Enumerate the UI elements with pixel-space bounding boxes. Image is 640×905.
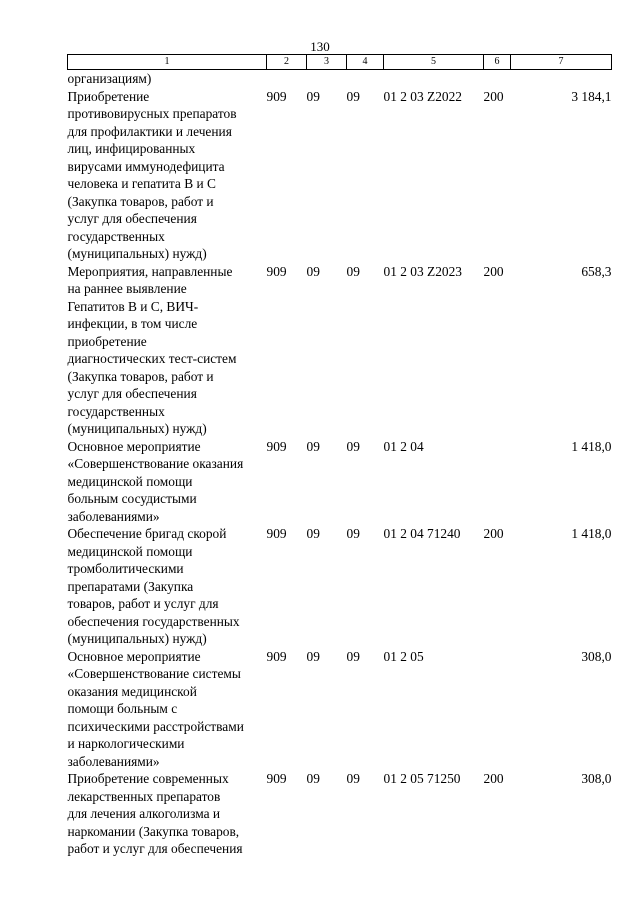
expense-item-name-line: Гепатитов В и С, ВИЧ- <box>67 298 199 314</box>
expense-type-cell <box>484 648 511 771</box>
expense-item-name-line: товаров, работ и услуг для <box>67 596 219 611</box>
expense-item-name-line: для профилактики и лечения <box>67 123 232 139</box>
expense-item-name-line: «Совершенствование оказания <box>67 456 244 471</box>
expense-item-name-line: вирусами иммунодефицита <box>67 158 225 174</box>
amount-cell: 658,3 <box>581 263 612 279</box>
expense-item-name-line: приобретение <box>67 333 147 349</box>
ministry-code-cell: 909 <box>266 771 287 786</box>
section-code-cell: 09 <box>306 526 320 541</box>
expense-item-name-line: противовирусных препаратов <box>67 106 237 121</box>
expense-type-cell: 200 <box>483 263 504 279</box>
expense-item-name-line: больным сосудистыми <box>67 491 197 506</box>
target-article-cell: 01 2 05 <box>383 648 424 664</box>
expense-item-name-line: медицинской помощи <box>67 473 193 489</box>
expense-item-name-line: медицинской помощи <box>67 543 193 559</box>
expense-item-name-line: лекарственных препаратов <box>67 788 221 804</box>
expense-type-cell: 200 <box>483 88 504 104</box>
header-cell-1: 1 <box>68 55 267 70</box>
continuation-text: организациям) <box>67 71 152 86</box>
table-row <box>68 438 612 526</box>
expense-item-name-line: и наркологическими <box>67 736 185 751</box>
expense-type-cell <box>484 438 511 526</box>
expense-item-name <box>68 88 267 263</box>
expense-item-name-line: на раннее выявление <box>67 281 187 296</box>
table-row <box>68 88 612 263</box>
expense-type-cell: 200 <box>483 526 504 541</box>
expense-item-name-line: психическими расстройствами <box>67 718 244 734</box>
ministry-code-cell: 909 <box>266 263 287 279</box>
expense-item-name <box>68 648 267 771</box>
target-article-cell: 01 2 03 Z2022 <box>383 88 462 104</box>
expense-item-name-line: помощи больным с <box>67 701 178 716</box>
expense-item-name-line: Приобретение <box>67 88 150 104</box>
subsection-code-cell: 09 <box>346 438 360 454</box>
expense-item-name-line: услуг для обеспечения <box>67 211 197 226</box>
expense-item-name-line: «Совершенствование системы <box>67 666 241 681</box>
section-code-cell: 09 <box>306 88 320 104</box>
expense-item-name-line: лиц, инфицированных <box>67 141 196 156</box>
expense-type-cell: 200 <box>483 771 504 786</box>
amount-cell: 1 418,0 <box>571 526 612 541</box>
table-row <box>68 525 612 648</box>
expense-item-name <box>68 438 267 526</box>
section-code-cell: 09 <box>306 438 320 454</box>
expense-item-name-line: (муниципальных) нужд) <box>67 421 207 436</box>
expense-item-name-line: (Закупка товаров, работ и <box>67 193 214 209</box>
header-cell-3: 3 <box>307 55 347 70</box>
expense-item-name <box>68 525 267 648</box>
expense-item-name-line: диагностических тест-систем <box>67 351 237 366</box>
ministry-code-cell: 909 <box>266 88 287 104</box>
expense-item-name-line: оказания медицинской <box>67 683 197 699</box>
expense-item-name-line: заболеваниями» <box>67 753 160 769</box>
amount-cell: 1 418,0 <box>571 438 612 454</box>
expense-item-name-line: инфекции, в том числе <box>67 316 198 331</box>
subsection-code-cell: 09 <box>346 648 360 664</box>
subsection-code-cell: 09 <box>346 526 360 541</box>
amount-cell: 308,0 <box>581 648 612 664</box>
expense-item-name-line: (Закупка товаров, работ и <box>67 368 214 384</box>
expense-item-name-line: (муниципальных) нужд) <box>67 246 207 261</box>
expense-item-name-line: Основное мероприятие <box>67 438 201 454</box>
expense-item-name-line: человека и гепатита B и C <box>67 176 216 191</box>
subsection-code-cell: 09 <box>346 88 360 104</box>
header-cell-4: 4 <box>347 55 384 70</box>
expense-item-name-line: услуг для обеспечения <box>67 386 197 401</box>
expense-item-name <box>68 263 267 438</box>
ministry-code-cell: 909 <box>266 526 287 541</box>
table-row <box>68 648 612 771</box>
expense-item-name-line: работ и услуг для обеспечения <box>67 841 243 856</box>
header-cell-5: 5 <box>384 55 484 70</box>
expense-item-name <box>68 770 267 858</box>
target-article-cell: 01 2 04 <box>383 438 424 454</box>
target-article-cell: 01 2 04 71240 <box>383 526 461 541</box>
continuation-row <box>68 70 612 88</box>
target-article-cell: 01 2 03 Z2023 <box>383 263 462 279</box>
subsection-code-cell: 09 <box>346 771 360 786</box>
page-number: 130 <box>310 39 330 54</box>
table-row <box>68 263 612 438</box>
expense-item-name-line: Основное мероприятие <box>67 648 201 664</box>
expense-item-name-line: наркомании (Закупка товаров, <box>67 823 240 839</box>
expense-item-name-line: государственных <box>67 403 165 419</box>
target-article-cell: 01 2 05 71250 <box>383 771 461 786</box>
expense-item-name-line: заболеваниями» <box>67 508 160 524</box>
column-number-header <box>68 55 612 70</box>
amount-cell: 308,0 <box>581 771 612 786</box>
header-cell-2: 2 <box>267 55 307 70</box>
section-code-cell: 09 <box>306 648 320 664</box>
expense-item-name-line: государственных <box>67 228 165 244</box>
subsection-code-cell: 09 <box>346 263 360 279</box>
expense-item-name-line: Обеспечение бригад скорой <box>67 526 227 541</box>
expense-item-name-line: обеспечения государственных <box>67 613 240 629</box>
expense-item-name-line: тромболитическими <box>67 561 184 576</box>
expense-item-name-line: препаратами (Закупка <box>67 578 194 594</box>
budget-table <box>67 54 612 858</box>
ministry-code-cell: 909 <box>266 648 287 664</box>
section-code-cell: 09 <box>306 263 320 279</box>
ministry-code-cell: 909 <box>266 438 287 454</box>
expense-item-name-line: Мероприятия, направленные <box>67 263 233 279</box>
header-cell-7: 7 <box>511 55 612 70</box>
expense-item-name-line: (муниципальных) нужд) <box>67 631 207 646</box>
section-code-cell: 09 <box>306 771 320 786</box>
expense-item-name-line: Приобретение современных <box>67 771 229 786</box>
table-row <box>68 770 612 858</box>
header-cell-6: 6 <box>484 55 511 70</box>
expense-item-name-line: для лечения алкоголизма и <box>67 806 221 821</box>
amount-cell: 3 184,1 <box>571 88 612 104</box>
